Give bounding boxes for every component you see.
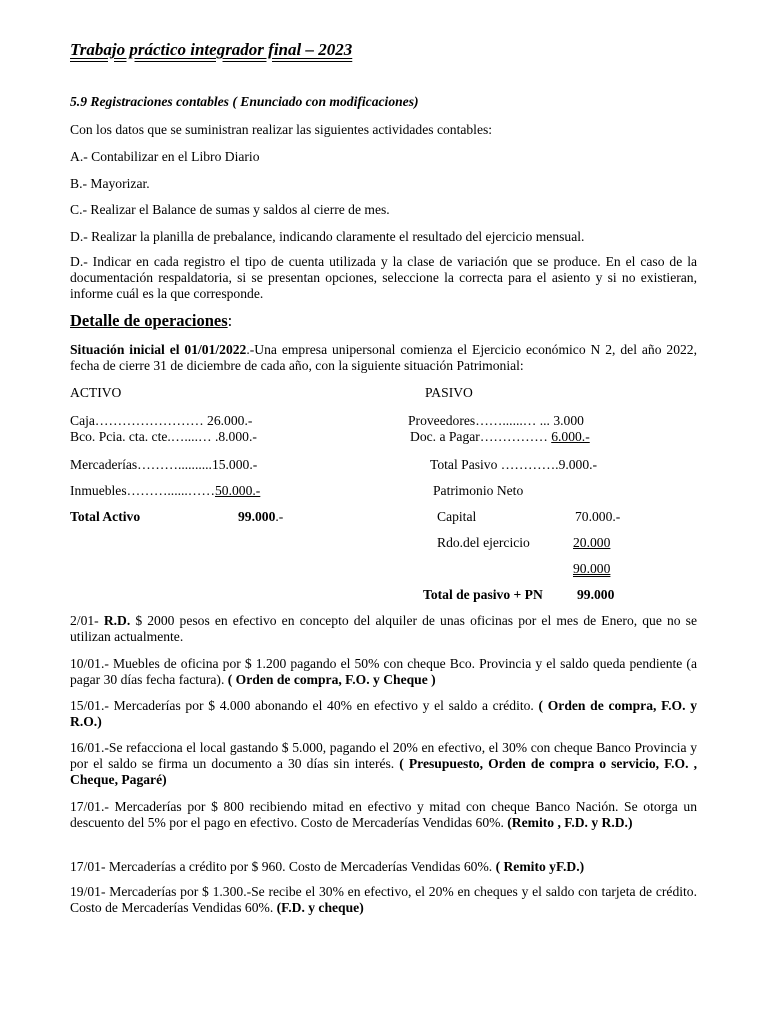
inmuebles-label: Inmuebles………......…… xyxy=(70,483,215,498)
operation-doc-code: R.D. xyxy=(103,613,131,628)
operations-heading xyxy=(70,313,232,329)
capital-value: 70.000.- xyxy=(575,509,621,524)
document-title: Trabajo práctico integrador final – 2023 xyxy=(70,40,353,59)
bco-label: Bco. Pcia. cta. cte.…....… . xyxy=(70,429,219,444)
operation-date: 2/01- xyxy=(70,613,104,628)
activo-header: ACTIVO xyxy=(70,385,122,400)
total-activo-suffix: .- xyxy=(275,509,284,524)
proveedores-row: Proveedores……......… ... 3.000 xyxy=(408,413,584,428)
patrimonio-neto-label: Patrimonio Neto xyxy=(433,483,524,498)
operations-heading-colon: : xyxy=(227,311,233,330)
operation-item xyxy=(70,884,697,916)
operation-docs: ( Orden de compra, F.O. y Cheque ) xyxy=(227,672,436,687)
operation-text: 17/01- Mercaderías a crédito por $ 960. Costo de Mercaderías Vendidas 60%. xyxy=(70,859,496,874)
initial-situation xyxy=(70,342,697,374)
inmuebles-value: 50.000.- xyxy=(215,483,261,498)
operation-text: 19/01- Mercaderías por $ 1.300.-Se recibe el 30% en efectivo, el 20% en cheques y el saldo con tarjeta de crédito. Costo de Mercaderías Vendidas 60%. xyxy=(70,884,697,915)
total-activo-value: 99.000 xyxy=(238,509,276,524)
section-subtitle: 5.9 Registraciones contables ( Enunciado con modificaciones) xyxy=(70,94,419,109)
operation-docs: (F.D. y cheque) xyxy=(276,900,364,915)
rdo-value: 20.000 xyxy=(573,535,611,550)
operation-item xyxy=(70,698,697,730)
pn-total: 90.000 xyxy=(573,561,611,576)
task-c: C.- Realizar el Balance de sumas y saldos al cierre de mes. xyxy=(70,202,390,217)
total-pasivo-pn-label: Total de pasivo + PN xyxy=(423,587,543,602)
operation-text: 15/01.- Mercaderías por $ 4.000 abonando el 40% en efectivo y el saldo a crédito. xyxy=(70,698,539,713)
operation-docs: ( Orden de compra, F.O. y R.O.) xyxy=(70,698,697,729)
doc-pagar-row xyxy=(410,429,590,445)
operation-item xyxy=(70,799,697,831)
operations-heading-text: Detalle de operaciones xyxy=(70,311,228,330)
mercaderias-row: Mercaderías………..........15.000.- xyxy=(70,457,258,472)
initial-situation-text: .-Una empresa unipersonal comienza el Ejercicio económico N 2, del año 2022, fecha de cierre 31 de diciembre de cada año, con la siguiente situación Patrimonial: xyxy=(70,342,697,373)
task-d: D.- Realizar la planilla de prebalance, indicando claramente el resultado del ejercicio mensual. xyxy=(70,229,585,244)
total-pasivo-pn-value: 99.000 xyxy=(577,587,615,602)
total-activo-value-row xyxy=(238,509,283,525)
operation-item xyxy=(70,613,697,645)
operation-docs: (Remito , F.D. y R.D.) xyxy=(507,815,633,830)
task-b: B.- Mayorizar. xyxy=(70,176,150,191)
operation-text: 10/01.- Muebles de oficina por $ 1.200 pagando el 50% con cheque Bco. Provincia y el saldo queda pendiente (a pagar 30 días fecha factura). xyxy=(70,656,697,687)
capital-label: Capital xyxy=(437,509,477,524)
operation-text: 16/01.-Se refacciona el local gastando $ 5.000, pagando el 20% en efectivo, el 30% con cheque Banco Provincia y por el saldo se firma un documento a 30 días sin interés. xyxy=(70,740,697,771)
caja-row: Caja…………………… 26.000.- xyxy=(70,413,253,428)
total-activo-label: Total Activo xyxy=(70,509,141,524)
operation-text: $ 2000 pesos en efectivo en concepto del alquiler de unas oficinas por el mes de Enero, que no se utilizan actualmente. xyxy=(70,613,697,644)
total-pasivo-row: Total Pasivo ………….9.000.- xyxy=(430,457,598,472)
operation-item xyxy=(70,656,697,688)
bco-value: 8.000.- xyxy=(218,429,257,444)
operation-docs: ( Remito yF.D.) xyxy=(495,859,585,874)
task-a: A.- Contabilizar en el Libro Diario xyxy=(70,149,260,164)
operation-item xyxy=(70,740,697,788)
operation-text: 17/01.- Mercaderías por $ 800 recibiendo mitad en efectivo y mitad con cheque Banco Nación. Se otorga un descuento del 5% por el pago en efectivo. Costo de Mercaderías Vendidas 60%. xyxy=(70,799,697,830)
bco-row xyxy=(70,429,257,445)
operation-item xyxy=(70,859,697,875)
operation-docs: ( Presupuesto, Orden de compra o servicio, F.O. , Cheque, Pagaré) xyxy=(70,756,697,787)
initial-situation-label: Situación inicial el 01/01/2022 xyxy=(70,342,247,357)
pasivo-header: PASIVO xyxy=(425,385,473,400)
task-d2: D.- Indicar en cada registro el tipo de cuenta utilizada y la clase de variación que se produce. En el caso de la documentación respaldatoria, si se presentan opciones, seleccione la correcta para el asiento y si no existieran, informe cuál es la que corresponde. xyxy=(70,254,697,301)
inmuebles-row xyxy=(70,483,260,499)
rdo-label: Rdo.del ejercicio xyxy=(437,535,530,550)
intro-text: Con los datos que se suministran realizar las siguientes actividades contables: xyxy=(70,122,493,137)
doc-pagar-label: Doc. a Pagar…………… xyxy=(410,429,548,444)
doc-pagar-value: 6.000.- xyxy=(551,429,590,444)
